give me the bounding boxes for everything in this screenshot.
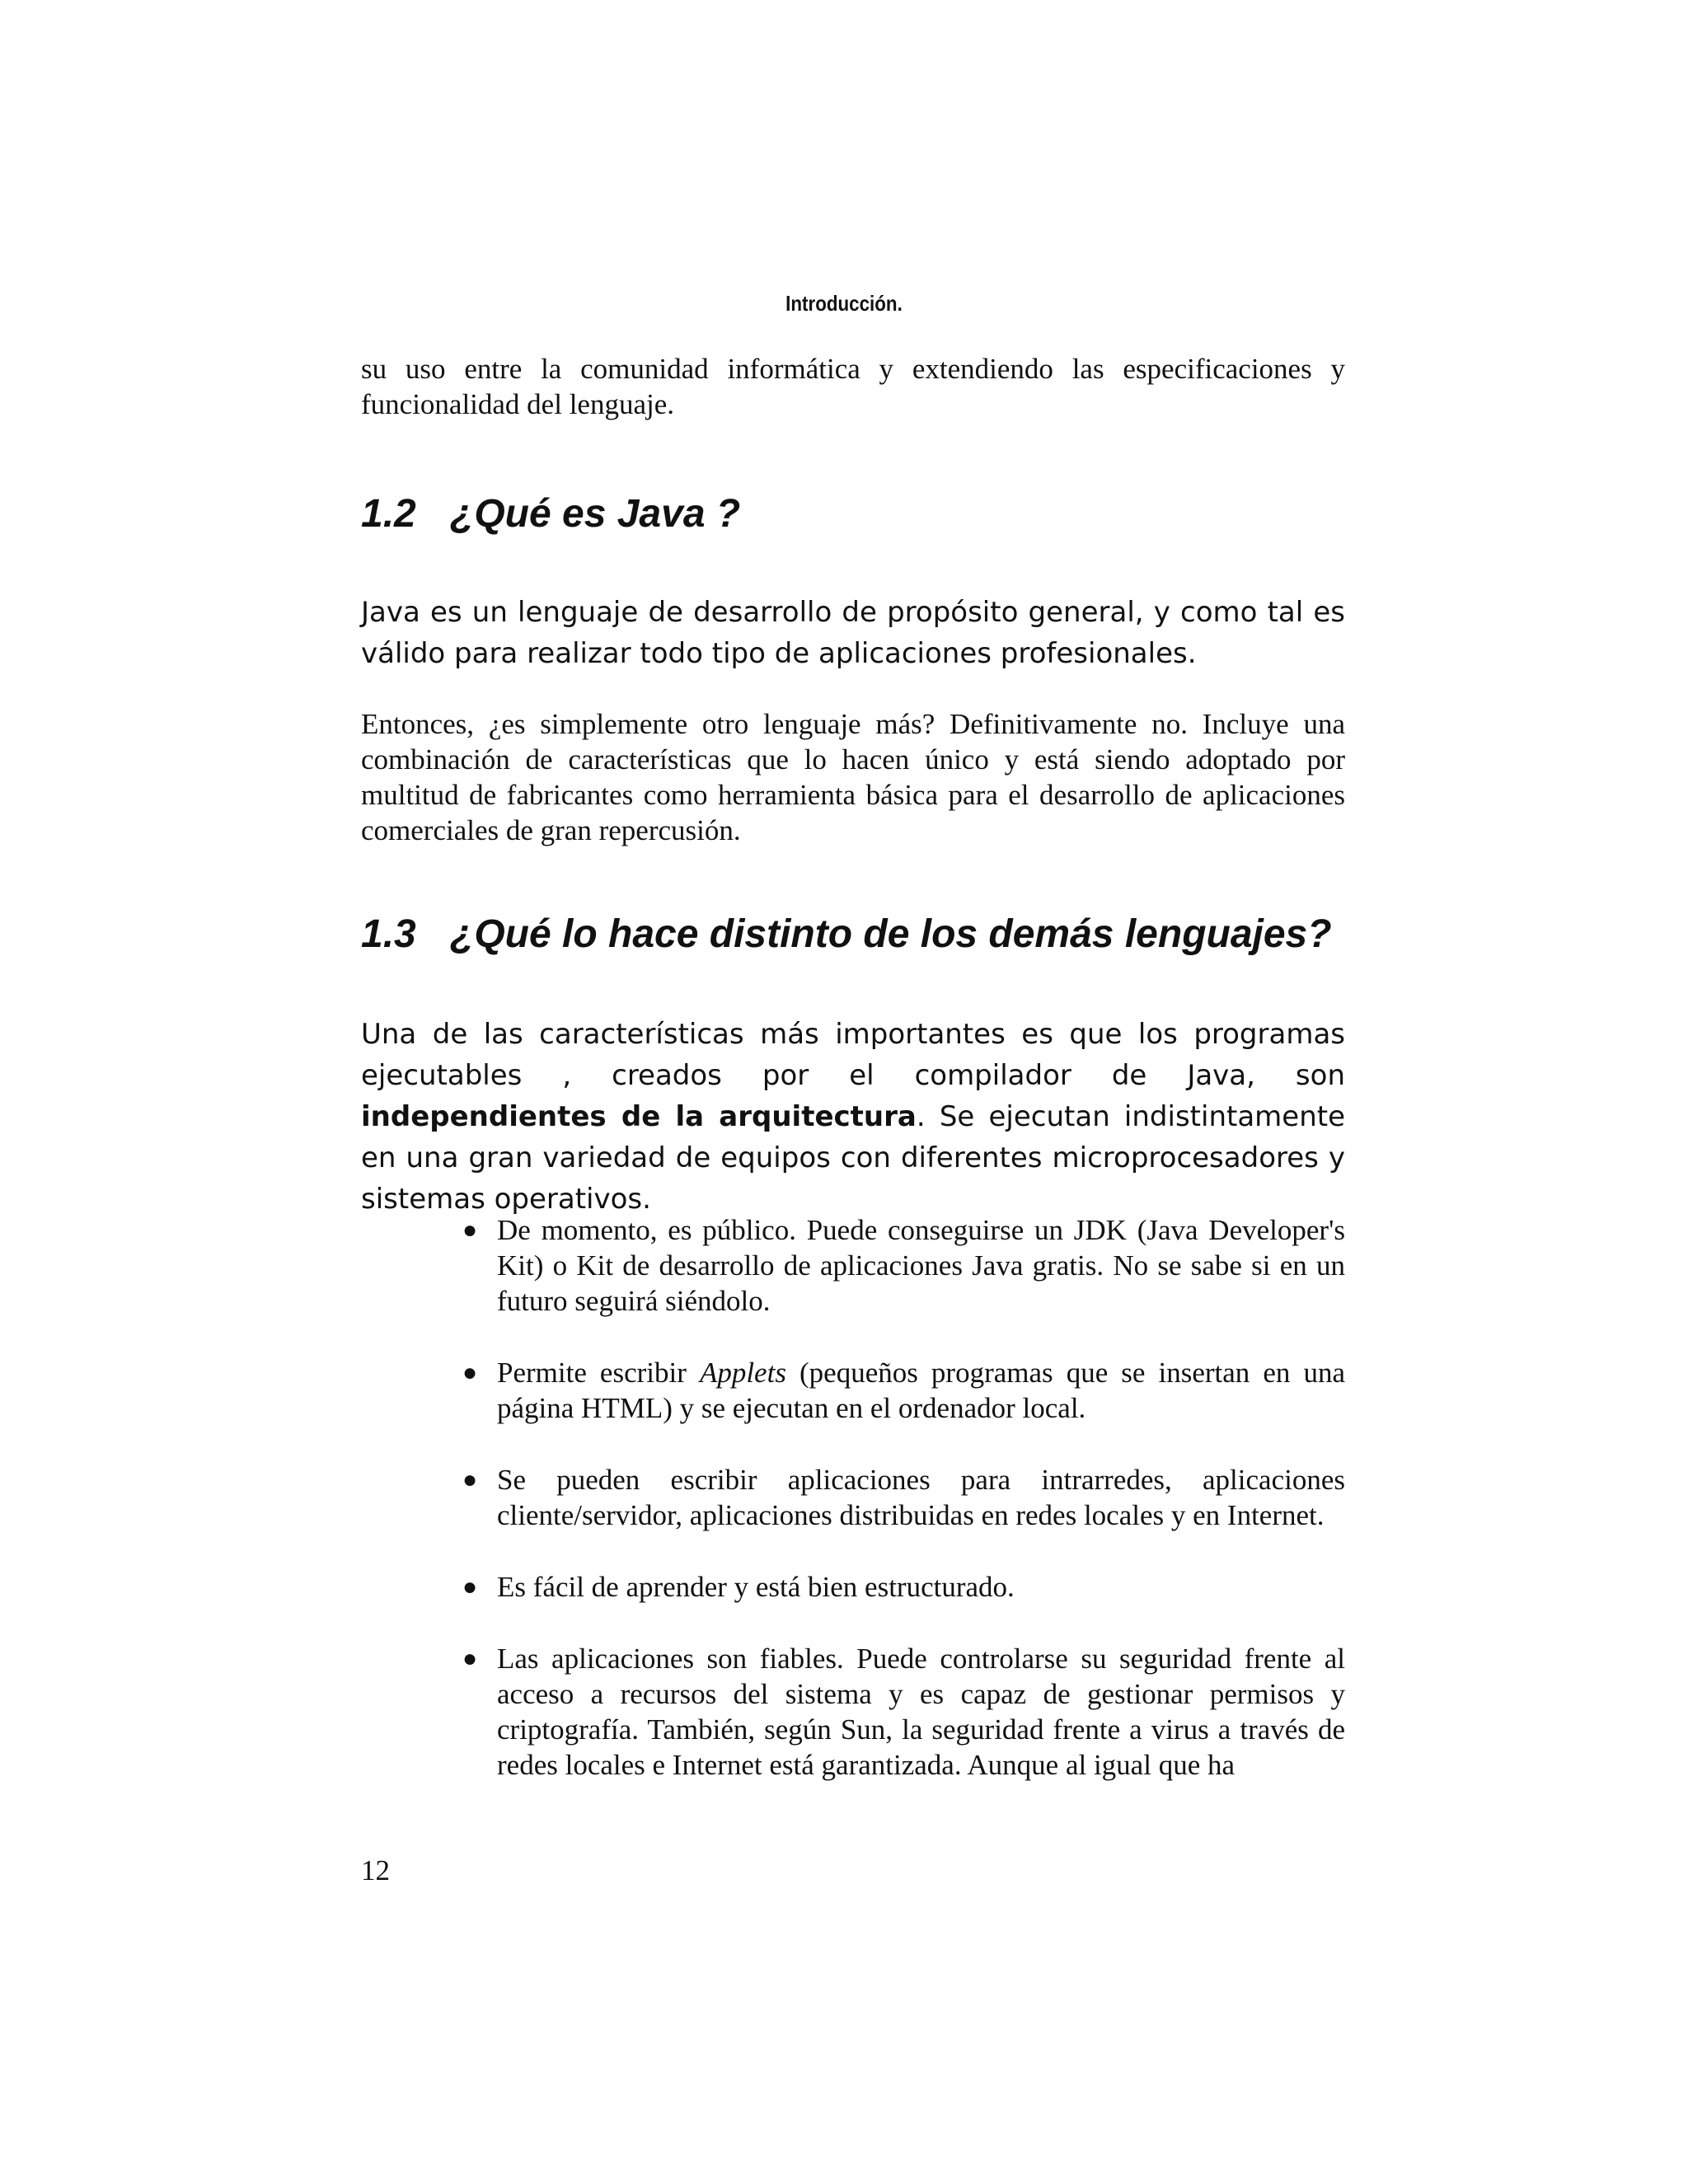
list-item [457,1569,1345,1605]
lead-emphasis: independientes de la arquitectura [361,1100,917,1133]
section-number: 1.3 [361,912,416,956]
list-item [457,1641,1345,1783]
list-item-text: Las aplicaciones son fiables. Puede controlarse su seguridad frente al acceso a recursos del sistema y es capaz de gestionar permisos y criptografía. También, según Sun, la seguridad frente a virus a través de redes locales e Internet está garantizada. Aunque al igual que ha [497,1643,1345,1781]
list-item [457,1355,1345,1426]
list-item-text: De momento, es público. Puede conseguirse un JDK (Java Developer's Kit) o Kit de desarrollo de aplicaciones Java gratis. No se sabe si en un futuro seguirá siéndolo. [497,1214,1345,1317]
feature-list [457,1212,1345,1783]
section-1-3-lead [361,1014,1345,1220]
section-heading-1-2 [361,491,1345,537]
list-item [457,1212,1345,1319]
lead-text-end: . Se ejecutan indistintamente en una gran variedad de equipos con diferentes microprocesadores y sistemas operativos. [361,1100,1345,1216]
bullet-icon: ● [462,1216,478,1244]
lead-text-start: Una de las características más importantes es que los programas ejecutables , creados por el compilador de Java, son [361,1018,1345,1092]
list-item-text: Es fácil de aprender y está bien estructurado. [497,1571,1015,1603]
list-item-emphasis: Applets [699,1357,786,1389]
bullet-icon: ● [462,1573,478,1601]
section-number: 1.2 [361,492,416,536]
section-heading-1-3 [361,912,1345,958]
list-item-text-start: Permite escribir [497,1357,700,1389]
running-header: Introducción. [785,291,903,316]
section-title: ¿Qué lo hace distinto de los demás lenguajes? [450,912,1332,956]
section-title: ¿Qué es Java ? [450,492,741,536]
intro-paragraph: su uso entre la comunidad informática y extendiendo las especificaciones y funcionalidad del lenguaje. [361,353,1345,420]
list-item-text-end: (pequeños programas que se insertan en una página HTML) y se ejecutan en el ordenador local. [497,1357,1346,1424]
list-item-text: Se pueden escribir aplicaciones para intrarredes, aplicaciones cliente/servidor, aplicaciones distribuidas en redes locales y en Internet. [497,1464,1345,1531]
section-1-2-body: Entonces, ¿es simplemente otro lenguaje más? Definitivamente no. Incluye una combinación de características que lo hacen único y está siendo adoptado por multitud de fabricantes como herramienta básica para el desarrollo de aplicaciones comerciales de gran repercusión. [361,708,1345,846]
bullet-icon: ● [462,1359,478,1386]
bullet-icon: ● [462,1466,478,1493]
list-item [457,1462,1345,1533]
page-number: 12 [361,1854,390,1886]
section-1-2-lead: Java es un lenguaje de desarrollo de propósito general, y como tal es válido para realizar todo tipo de aplicaciones profesionales. [361,596,1345,670]
bullet-icon: ● [462,1645,478,1672]
